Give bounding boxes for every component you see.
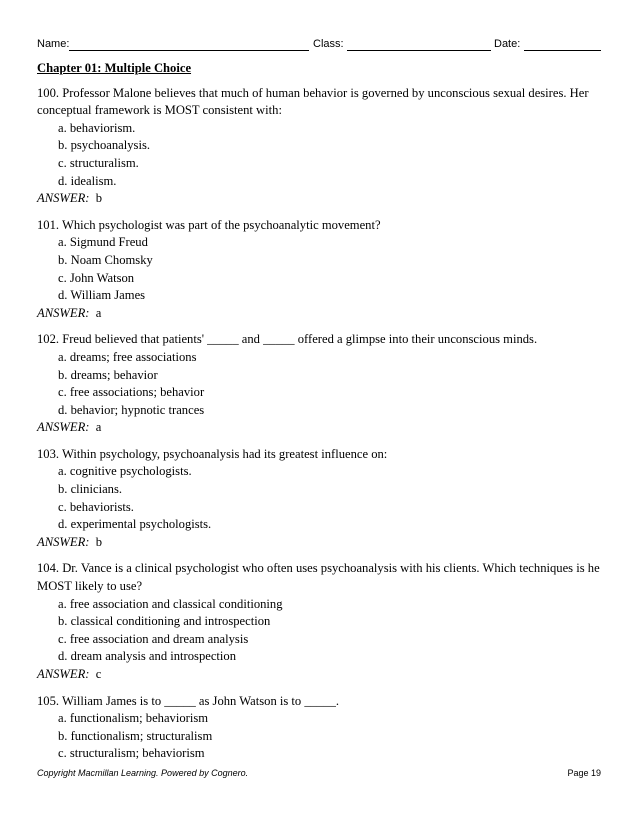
answer-line <box>37 305 603 323</box>
answer-label: ANSWER: <box>37 305 90 320</box>
name-label: Name: <box>37 38 70 50</box>
class-label: Class: <box>313 38 344 50</box>
answer-option: d. idealism. <box>58 173 117 188</box>
answer-option: d. experimental psychologists. <box>58 517 212 532</box>
question-block <box>37 693 603 763</box>
class-field-line[interactable] <box>347 50 491 51</box>
question-content <box>37 60 603 772</box>
answer-line <box>37 190 603 208</box>
question-stem: 101. Which psychologist was part of the psychoanalytic movement? <box>37 217 381 232</box>
answer-option: c. structuralism; behaviorism <box>58 746 205 761</box>
answer-option: d. William James <box>58 288 146 303</box>
answer-option: a. Sigmund Freud <box>58 235 148 250</box>
copyright-text: Copyright Macmillan Learning. Powered by Cognero. <box>37 768 249 778</box>
question-stem: 104. Dr. Vance is a clinical psychologist who often uses psychoanalysis with his clients. Which techniques is he MOST likely to use? <box>37 561 600 594</box>
date-label: Date: <box>494 38 521 50</box>
answer-option: a. cognitive psychologists. <box>58 464 192 479</box>
answer-value: a <box>95 420 102 435</box>
answer-option: b. clinicians. <box>58 482 123 497</box>
date-field-line[interactable] <box>524 50 601 51</box>
answer-value: b <box>95 191 103 206</box>
answer-option: a. dreams; free associations <box>58 349 197 364</box>
answer-option: a. free association and classical conditioning <box>58 596 283 611</box>
answer-label: ANSWER: <box>37 420 90 435</box>
question-block <box>37 560 603 683</box>
name-field-line[interactable] <box>69 50 309 51</box>
worksheet-header <box>37 38 601 54</box>
question-block <box>37 446 603 552</box>
answer-option: b. functionalism; structuralism <box>58 728 213 743</box>
answer-line <box>37 666 603 684</box>
question-block <box>37 331 603 437</box>
answer-option: d. behavior; hypnotic trances <box>58 402 205 417</box>
answer-option: b. classical conditioning and introspection <box>58 614 271 629</box>
answer-label: ANSWER: <box>37 191 90 206</box>
answer-option: a. functionalism; behaviorism <box>58 711 209 726</box>
question-block <box>37 85 603 208</box>
answer-option: d. dream analysis and introspection <box>58 649 237 664</box>
answer-option: a. behaviorism. <box>58 120 136 135</box>
question-block <box>37 217 603 323</box>
answer-option: c. behaviorists. <box>58 499 134 514</box>
answer-value: a <box>95 305 102 320</box>
answer-option: c. free association and dream analysis <box>58 631 249 646</box>
answer-value: b <box>95 534 103 549</box>
question-list <box>37 85 603 763</box>
answer-option: c. structuralism. <box>58 155 139 170</box>
answer-option: c. free associations; behavior <box>58 385 205 400</box>
answer-option: b. dreams; behavior <box>58 367 158 382</box>
answer-value: c <box>95 667 102 681</box>
question-stem: 103. Within psychology, psychoanalysis had its greatest influence on: <box>37 446 388 461</box>
answer-line <box>37 419 603 437</box>
answer-label: ANSWER: <box>37 667 90 681</box>
answer-option: b. Noam Chomsky <box>58 252 153 267</box>
answer-option: b. psychoanalysis. <box>58 138 150 153</box>
answer-option: c. John Watson <box>58 270 135 285</box>
page-number: Page 19 <box>567 768 601 778</box>
question-stem: 102. Freud believed that patients' _____ and _____ offered a glimpse into their unconscious minds. <box>37 332 538 347</box>
question-stem: 100. Professor Malone believes that much of human behavior is governed by unconscious sexual desires. Her conceptual framework is MOST consistent with: <box>37 85 589 118</box>
chapter-title: Chapter 01: Multiple Choice <box>37 61 192 75</box>
question-stem: 105. William James is to _____ as John Watson is to _____. <box>37 693 340 708</box>
answer-label: ANSWER: <box>37 534 90 549</box>
answer-line <box>37 534 603 552</box>
